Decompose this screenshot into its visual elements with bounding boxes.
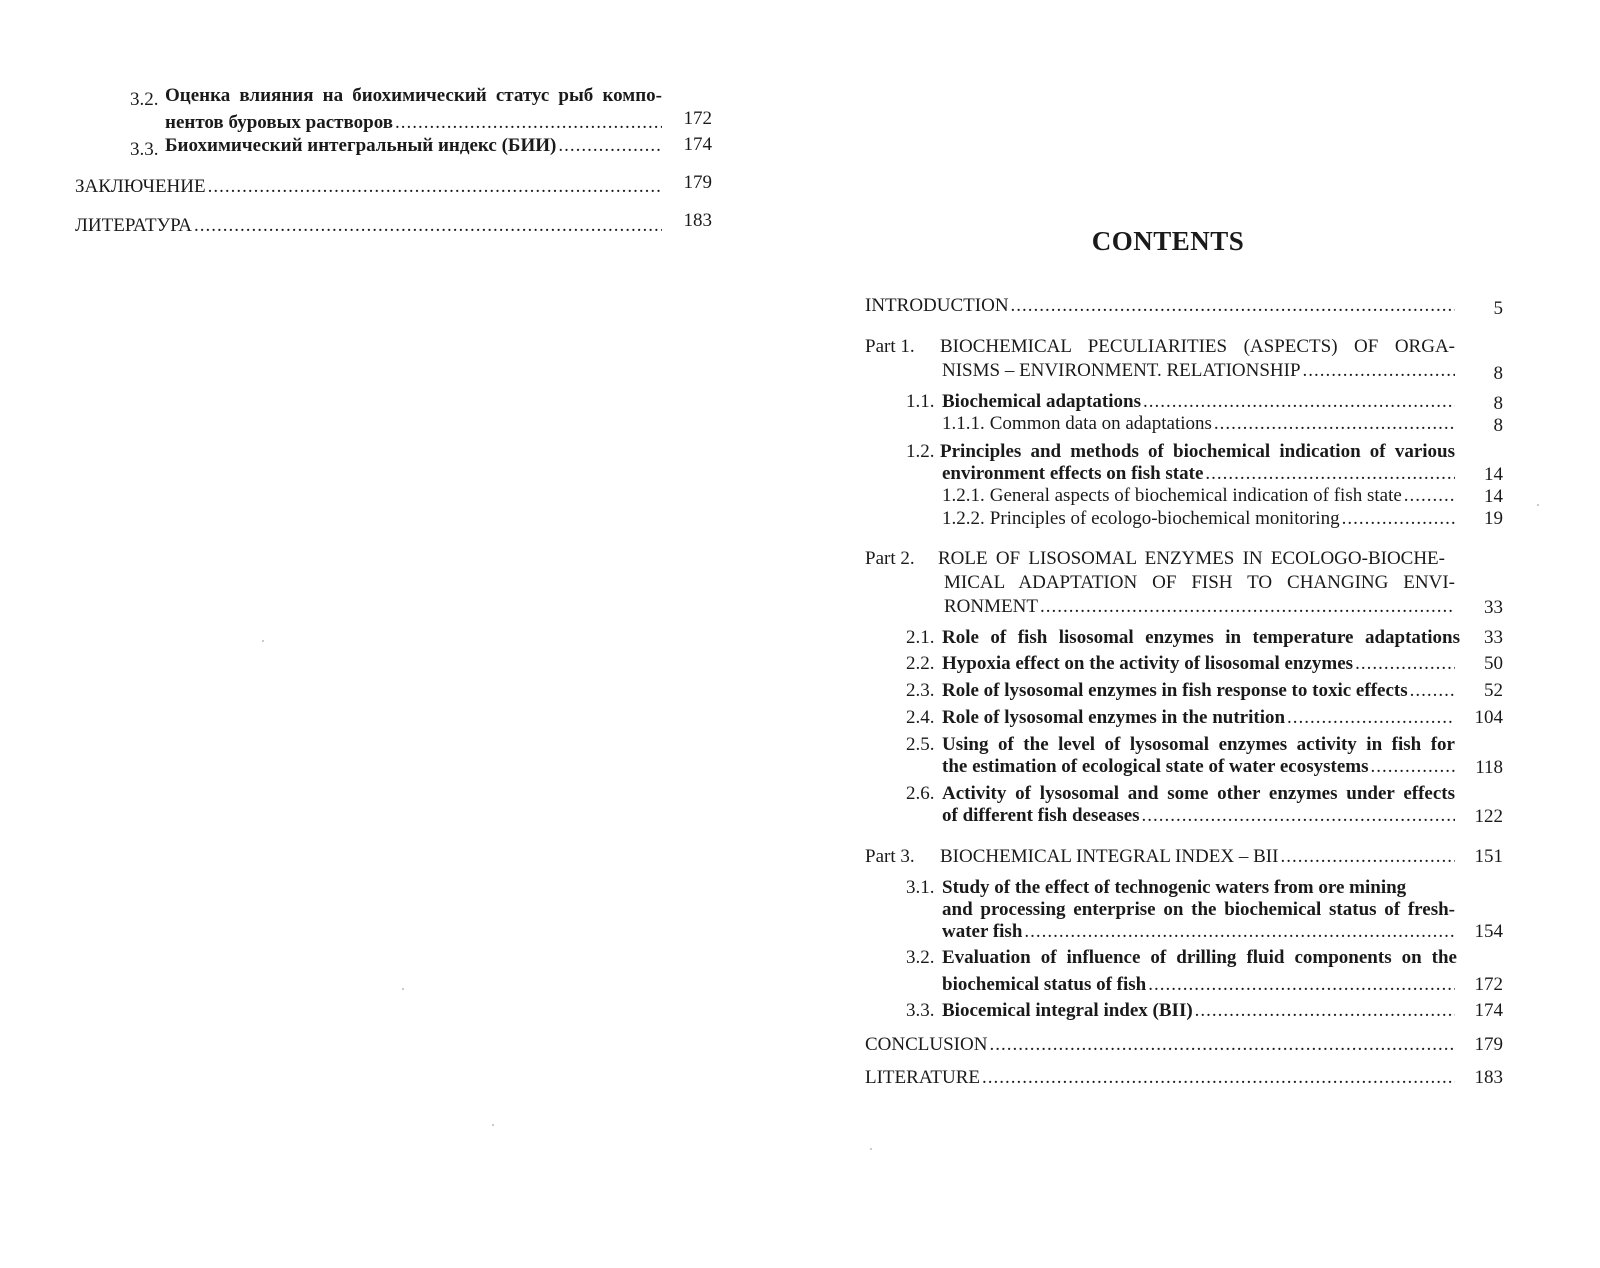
toc-entry-leader: [942, 973, 1455, 996]
toc-number: 1.2.2.: [942, 508, 985, 529]
toc-part-label: Part 1.: [865, 336, 915, 357]
toc-page-number: 122: [1474, 806, 1503, 827]
leader-dots: [1303, 359, 1455, 382]
toc-entry-title: Биохимический интегральный индекс (БИИ): [165, 135, 557, 156]
scan-speck: [1537, 504, 1539, 506]
leader-dots: [1195, 999, 1455, 1022]
toc-entry-title: BIOCHEMICAL PECULIARITIES (ASPECTS) OF ORGA-: [940, 336, 1455, 357]
toc-page-number: 8: [1493, 415, 1503, 436]
toc-page-number: 8: [1493, 363, 1503, 384]
toc-entry-leader: [165, 134, 662, 157]
toc-page-number: 14: [1484, 464, 1503, 485]
toc-entry-leader: [942, 920, 1455, 943]
toc-number: 3.3.: [130, 139, 159, 160]
toc-page-number: 174: [683, 134, 712, 155]
leader-dots: [1142, 804, 1455, 827]
toc-number: 1.1.: [906, 391, 935, 412]
toc-entry-title: Activity of lysosomal and some other enzymes under effects: [942, 783, 1455, 804]
leader-dots: [1371, 755, 1456, 778]
toc-page-number: 104: [1474, 707, 1503, 728]
toc-entry-leader: [944, 595, 1455, 618]
leader-dots: [989, 1033, 1455, 1056]
toc-entry-title: Role of fish lisosomal enzymes in temperature adaptations: [942, 627, 1460, 648]
toc-entry-leader: [942, 359, 1455, 382]
toc-entry-leader: [942, 462, 1455, 485]
toc-entry-title: CONCLUSION: [865, 1034, 988, 1055]
scan-speck: [870, 1148, 872, 1150]
toc-entry-title: Common data on adaptations: [989, 413, 1212, 434]
toc-entry-title: Principles of ecologo-biochemical monitoring: [989, 508, 1340, 529]
toc-page-number: 8: [1493, 393, 1503, 414]
leader-dots: [1024, 920, 1455, 943]
toc-number: 3.2.: [906, 947, 935, 968]
scan-speck: [402, 988, 404, 990]
toc-number: 2.6.: [906, 783, 935, 804]
toc-number: 1.2.1.: [942, 485, 985, 506]
toc-entry-title: Biocemical integral index (BII): [942, 1000, 1193, 1021]
toc-entry-title-cont: нентов буровых растворов: [165, 112, 393, 133]
right-page: [800, 0, 1600, 1268]
toc-entry-leader: [865, 1066, 1455, 1089]
toc-entry-title-cont: RONMENT: [944, 596, 1038, 617]
toc-entry-title-cont: the estimation of ecological state of water ecosystems: [942, 756, 1369, 777]
toc-entry-title: Using of the level of lysosomal enzymes activity in fish for: [942, 734, 1455, 755]
leader-dots: [1280, 845, 1455, 868]
toc-entry-title-cont: MICAL ADAPTATION OF FISH TO CHANGING ENVI-: [944, 572, 1455, 593]
toc-page-number: 154: [1474, 921, 1503, 942]
toc-entry-title: INTRODUCTION: [865, 295, 1009, 316]
toc-number: 3.1.: [906, 877, 935, 898]
toc-page-number: 174: [1474, 1000, 1503, 1021]
toc-number: 2.5.: [906, 734, 935, 755]
toc-entry-title: Role of lysosomal enzymes in the nutrition: [942, 707, 1286, 728]
toc-number: 2.3.: [906, 680, 935, 701]
toc-entry-title-cont: environment effects on fish state: [942, 463, 1204, 484]
leader-dots: [208, 175, 662, 198]
toc-page-number: 183: [683, 210, 712, 231]
toc-entry-title: Study of the effect of technogenic waters from ore mining: [942, 877, 1407, 898]
toc-entry-leader: [865, 1033, 1455, 1056]
leader-dots: [1404, 484, 1455, 507]
toc-entry-title: ЗАКЛЮЧЕНИЕ: [75, 176, 206, 197]
toc-entry-title: Role of lysosomal enzymes in fish response to toxic effects: [942, 680, 1408, 701]
toc-page-number: 14: [1484, 486, 1503, 507]
toc-entry-title: ROLE OF LISOSOMAL ENZYMES IN ECOLOGO-BIOCHE-: [938, 548, 1445, 569]
toc-page-number: 50: [1484, 653, 1503, 674]
toc-number: 2.1.: [906, 627, 935, 648]
leader-dots: [1342, 507, 1455, 530]
leader-dots: [1410, 679, 1455, 702]
toc-entry-leader: [75, 214, 662, 237]
toc-entry-title-cont: water fish: [942, 921, 1023, 942]
toc-entry-title-cont: biochemical status of fish: [942, 974, 1147, 995]
toc-entry-leader: [942, 706, 1455, 729]
leader-dots: [395, 111, 662, 134]
toc-entry-title-cont: and processing enterprise on the biochemical status of fresh-: [942, 899, 1455, 920]
leader-dots: [1011, 294, 1455, 317]
toc-entry-title: ЛИТЕРАТУРА: [75, 215, 192, 236]
leader-dots: [1205, 462, 1455, 485]
leader-dots: [1287, 706, 1455, 729]
toc-number: 2.4.: [906, 707, 935, 728]
leader-dots: [558, 134, 662, 157]
toc-entry-title: Biochemical adaptations: [942, 391, 1141, 412]
toc-entry-leader: [942, 755, 1455, 778]
scan-speck: [262, 640, 264, 642]
toc-page-number: 33: [1484, 627, 1503, 648]
toc-page-number: 19: [1484, 508, 1503, 529]
toc-entry-leader: [940, 845, 1455, 868]
toc-page-number: 183: [1474, 1067, 1503, 1088]
leader-dots: [194, 214, 662, 237]
toc-page-number: 5: [1493, 298, 1503, 319]
toc-page-number: 179: [1474, 1034, 1503, 1055]
toc-page-number: 118: [1475, 757, 1503, 778]
toc-page-number: 52: [1484, 680, 1503, 701]
toc-entry-leader: [942, 412, 1455, 435]
contents-heading: CONTENTS: [1091, 226, 1245, 256]
toc-page-number: 151: [1474, 846, 1503, 867]
toc-entry-title: Оценка влияния на биохимический статус рыб компо-: [165, 85, 662, 106]
leader-dots: [1143, 390, 1455, 413]
toc-entry-leader: [942, 507, 1455, 530]
scan-speck: [492, 1124, 494, 1126]
leader-dots: [982, 1066, 1455, 1089]
toc-entry-leader: [75, 175, 662, 198]
toc-number: 2.2.: [906, 653, 935, 674]
toc-entry-title: Hypoxia effect on the activity of lisosomal enzymes: [942, 653, 1354, 674]
toc-page-number: 172: [683, 108, 712, 129]
toc-page-number: 179: [683, 172, 712, 193]
toc-entry-title: General aspects of biochemical indication of fish state: [989, 485, 1402, 506]
toc-entry-leader: [942, 999, 1455, 1022]
toc-entry-leader: [865, 294, 1455, 317]
toc-number: 3.3.: [906, 1000, 935, 1021]
toc-entry-leader: [942, 484, 1455, 507]
toc-entry-title-cont: of different fish deseases: [942, 805, 1140, 826]
toc-entry-leader: [942, 679, 1455, 702]
toc-page-number: 172: [1474, 974, 1503, 995]
leader-dots: [1148, 973, 1455, 996]
toc-number: 3.2.: [130, 89, 159, 110]
toc-entry-leader: [942, 804, 1455, 827]
toc-entry-title: LITERATURE: [865, 1067, 981, 1088]
toc-part-label: Part 3.: [865, 846, 915, 867]
toc-entry-leader: [165, 111, 662, 134]
toc-page-number: 33: [1484, 597, 1503, 618]
toc-part-label: Part 2.: [865, 548, 915, 569]
toc-number: 1.1.1.: [942, 413, 985, 434]
leader-dots: [1355, 652, 1455, 675]
leader-dots: [1040, 595, 1455, 618]
toc-entry-leader: [942, 652, 1455, 675]
toc-entry-title: Evaluation of influence of drilling fluid components on the: [942, 947, 1457, 968]
toc-entry-leader: [942, 390, 1455, 413]
toc-number: 1.2.: [906, 441, 935, 462]
toc-entry-title: Principles and methods of biochemical indication of various: [940, 441, 1455, 462]
leader-dots: [1214, 412, 1455, 435]
toc-entry-title: BIOCHEMICAL INTEGRAL INDEX – BII: [940, 846, 1279, 867]
toc-entry-title-cont: NISMS – ENVIRONMENT. RELATIONSHIP: [942, 360, 1301, 381]
